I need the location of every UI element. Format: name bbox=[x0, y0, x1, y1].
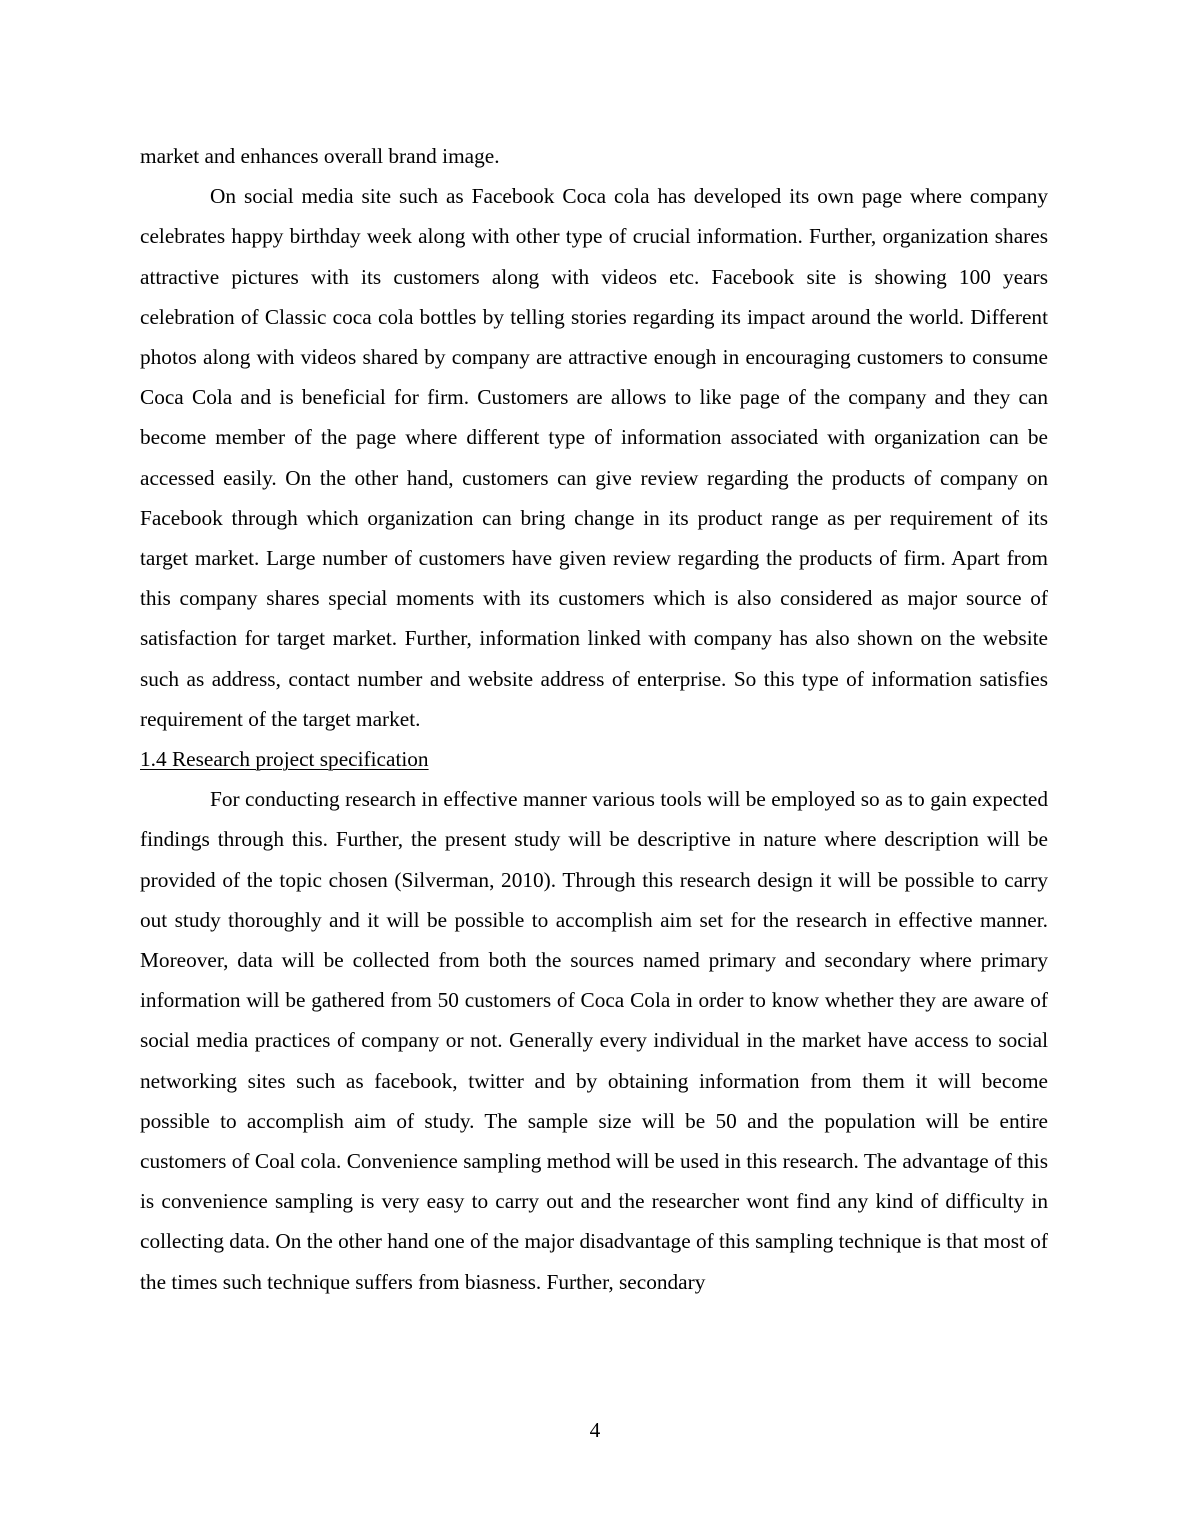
page-number: 4 bbox=[589, 1418, 601, 1442]
section-heading: 1.4 Research project specification bbox=[140, 747, 429, 772]
paragraph-facebook: On social media site such as Facebook Coca cola has developed its own page where company celebrates happy birthday week along with other type of crucial information. Further, organization shares attractive pictures with its customers along with videos etc. Facebook site is showing 100 years celebration of Classic coca cola bottles by telling stories regarding its impact around the world. Different photos along with videos shared by company are attractive enough in encouraging customers to consume Coca Cola and is beneficial for firm. Customers are allows to like page of the company and they can become member of the page where different type of information associated with organization can be accessed easily. On the other hand, customers can give review regarding the products of company on Facebook through which organization can bring change in its product range as per requirement of its target market. Large number of customers have given review regarding the products of firm. Apart from this company shares special moments with its customers which is also considered as major source of satisfaction for target market. Further, information linked with company has also shown on the website such as address, contact number and website address of enterprise. So this type of information satisfies requirement of the target market. bbox=[140, 184, 1048, 731]
document-page bbox=[140, 136, 1048, 1302]
paragraph-research: For conducting research in effective manner various tools will be employed so as to gain expected findings through this. Further, the present study will be descriptive in nature where description will be provided of the topic chosen (Silverman, 2010). Through this research design it will be possible to carry out study thoroughly and it will be possible to accomplish aim set for the research in effective manner. Moreover, data will be collected from both the sources named primary and secondary where primary information will be gathered from 50 customers of Coca Cola in order to know whether they are aware of social media practices of company or not. Generally every individual in the market have access to social networking sites such as facebook, twitter and by obtaining information from them it will become possible to accomplish aim of study. The sample size will be 50 and the population will be entire customers of Coal cola. Convenience sampling method will be used in this research. The advantage of this is convenience sampling is very easy to carry out and the researcher wont find any kind of difficulty in collecting data. On the other hand one of the major disadvantage of this sampling technique is that most of the times such technique suffers from biasness. Further, secondary bbox=[140, 787, 1048, 1294]
paragraph-continued: market and enhances overall brand image. bbox=[140, 144, 500, 168]
